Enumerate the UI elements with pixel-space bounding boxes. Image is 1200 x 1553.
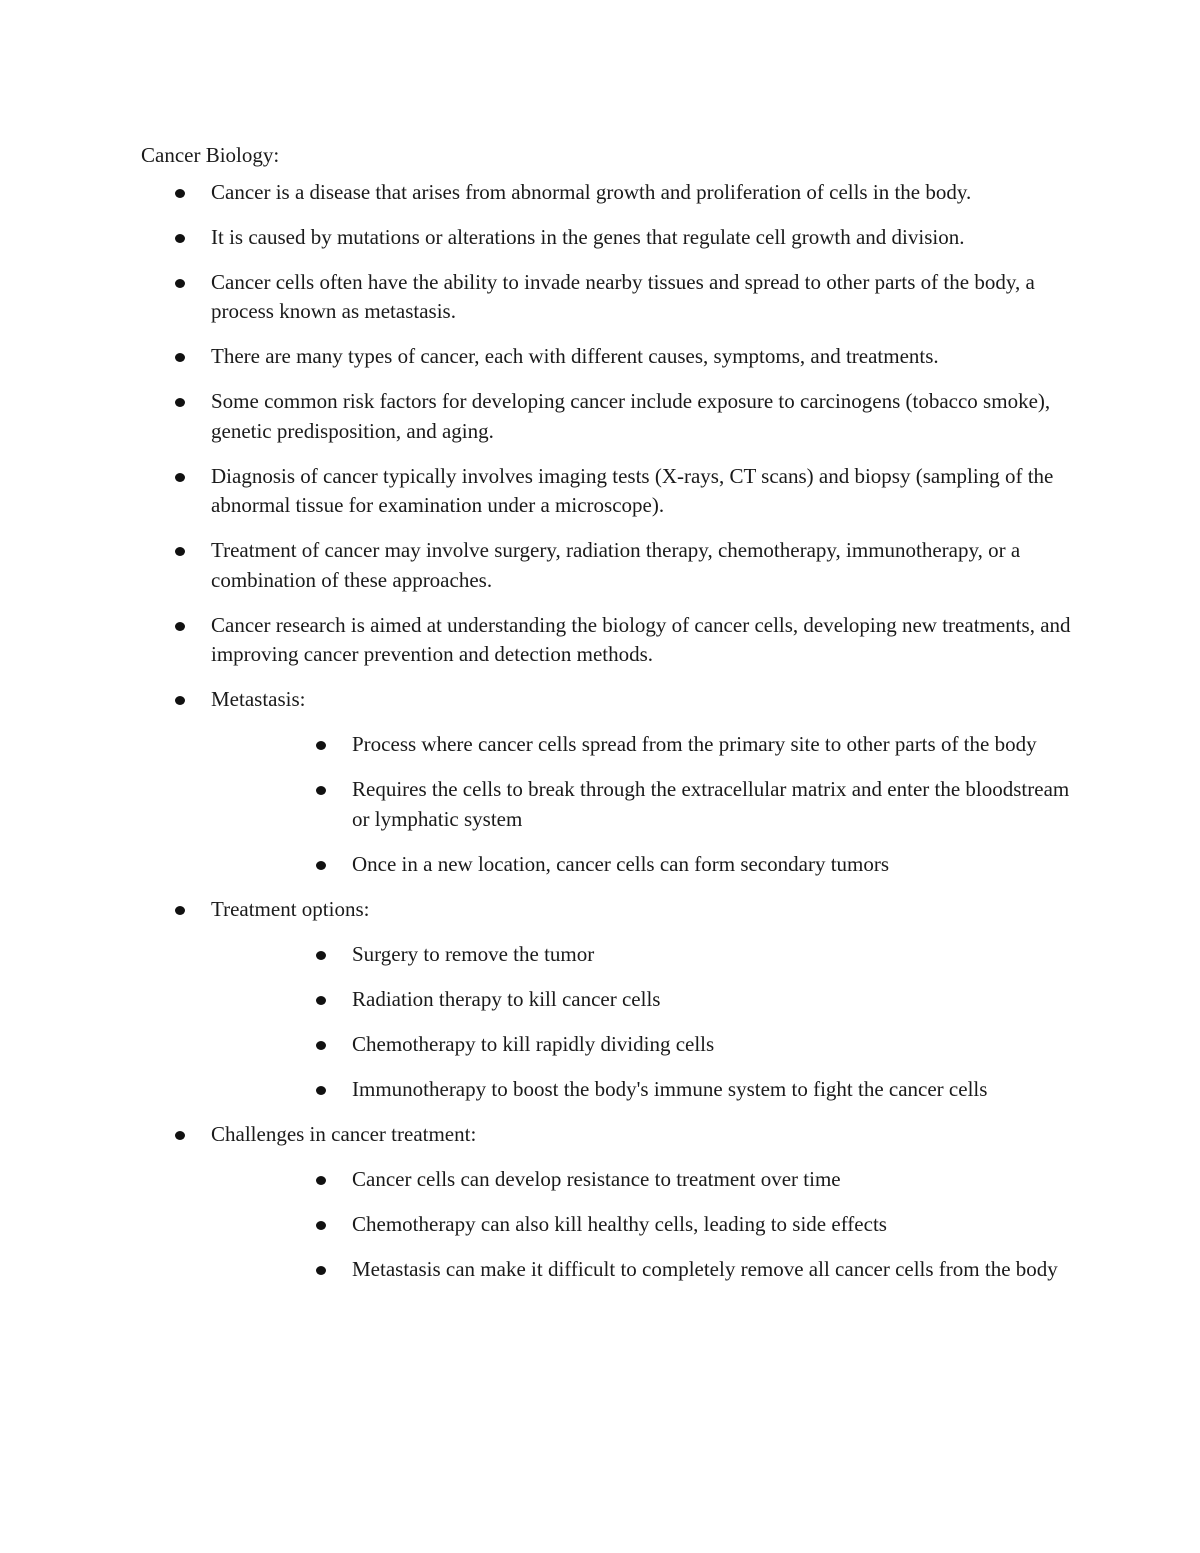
bullet-icon bbox=[175, 696, 185, 705]
list-item-text: Cancer research is aimed at understanding the biology of cancer cells, developing new treatments, and improving cancer prevention and detection methods. bbox=[211, 612, 1071, 666]
sub-list-item bbox=[211, 730, 1071, 760]
document-body bbox=[141, 141, 1071, 1300]
sub-list-item-text: Radiation therapy to kill cancer cells bbox=[352, 986, 661, 1011]
sub-bullet-list bbox=[211, 940, 1071, 1105]
bullet-icon bbox=[316, 1086, 326, 1095]
bullet-icon bbox=[316, 786, 326, 795]
sub-bullet-list bbox=[211, 1165, 1071, 1285]
list-item bbox=[141, 462, 1071, 521]
sub-list-item bbox=[211, 985, 1071, 1015]
list-item bbox=[141, 536, 1071, 595]
list-item-text: Cancer is a disease that arises from abnormal growth and proliferation of cells in the body. bbox=[211, 179, 972, 204]
bullet-icon bbox=[175, 234, 185, 243]
bullet-icon bbox=[316, 996, 326, 1005]
list-item-text: Challenges in cancer treatment: bbox=[211, 1121, 477, 1146]
bullet-icon bbox=[316, 1266, 326, 1275]
sub-list-item-text: Surgery to remove the tumor bbox=[352, 941, 595, 966]
bullet-icon bbox=[175, 353, 185, 362]
list-item bbox=[141, 1120, 1071, 1285]
list-item bbox=[141, 611, 1071, 670]
bullet-icon bbox=[316, 741, 326, 750]
bullet-icon bbox=[175, 547, 185, 556]
sub-list-item bbox=[211, 850, 1071, 880]
sub-list-item-text: Process where cancer cells spread from the primary site to other parts of the body bbox=[352, 732, 1037, 756]
sub-list-item-text: Requires the cells to break through the extracellular matrix and enter the bloodstream or lymphatic system bbox=[352, 777, 1070, 831]
bullet-icon bbox=[175, 398, 185, 407]
bullet-icon bbox=[175, 622, 185, 631]
list-item bbox=[141, 223, 1071, 253]
bullet-icon bbox=[316, 1041, 326, 1050]
bullet-list bbox=[141, 178, 1071, 1285]
bullet-icon bbox=[175, 189, 185, 198]
bullet-icon bbox=[175, 473, 185, 482]
list-item-text: Some common risk factors for developing cancer include exposure to carcinogens (tobacco smoke), genetic predisposition, and aging. bbox=[211, 389, 1051, 443]
sub-list-item-text: Cancer cells can develop resistance to treatment over time bbox=[352, 1166, 841, 1191]
list-item bbox=[141, 685, 1071, 879]
sub-list-item bbox=[211, 1075, 1071, 1105]
sub-list-item-text: Chemotherapy to kill rapidly dividing cells bbox=[352, 1031, 715, 1056]
list-item bbox=[141, 895, 1071, 1105]
bullet-icon bbox=[316, 951, 326, 960]
sub-list-item-text: Metastasis can make it difficult to completely remove all cancer cells from the body bbox=[352, 1256, 1058, 1281]
sub-list-item bbox=[211, 940, 1071, 970]
list-item-text: Treatment of cancer may involve surgery, radiation therapy, chemotherapy, immunotherapy, or a combination of these approaches. bbox=[211, 538, 1021, 592]
sub-list-item bbox=[211, 1210, 1071, 1240]
sub-list-item-text: Once in a new location, cancer cells can form secondary tumors bbox=[352, 851, 890, 876]
bullet-icon bbox=[316, 1176, 326, 1185]
list-item-text: There are many types of cancer, each with different causes, symptoms, and treatments. bbox=[211, 344, 939, 368]
list-item-text: Metastasis: bbox=[211, 687, 306, 711]
list-item-text: Treatment options: bbox=[211, 896, 370, 921]
sub-list-item bbox=[211, 775, 1071, 834]
sub-bullet-list bbox=[211, 730, 1071, 879]
bullet-icon bbox=[175, 906, 185, 915]
list-item-text: Diagnosis of cancer typically involves imaging tests (X-rays, CT scans) and biopsy (sampling of the abnormal tissue for examination under a microscope). bbox=[211, 463, 1054, 517]
sub-list-item bbox=[211, 1030, 1071, 1060]
sub-list-item-text: Chemotherapy can also kill healthy cells, leading to side effects bbox=[352, 1211, 887, 1236]
list-item-text: It is caused by mutations or alterations in the genes that regulate cell growth and division. bbox=[211, 224, 965, 249]
bullet-icon bbox=[316, 1221, 326, 1230]
bullet-icon bbox=[316, 861, 326, 870]
list-item bbox=[141, 387, 1071, 446]
list-item bbox=[141, 342, 1071, 372]
sub-list-item bbox=[211, 1255, 1071, 1285]
bullet-icon bbox=[175, 1131, 185, 1140]
list-item-text: Cancer cells often have the ability to invade nearby tissues and spread to other parts of the body, a process known as metastasis. bbox=[211, 269, 1035, 323]
list-item bbox=[141, 268, 1071, 327]
list-item bbox=[141, 178, 1071, 208]
bullet-icon bbox=[175, 279, 185, 288]
document-title: Cancer Biology: bbox=[141, 143, 280, 167]
sub-list-item-text: Immunotherapy to boost the body's immune system to fight the cancer cells bbox=[352, 1076, 988, 1101]
sub-list-item bbox=[211, 1165, 1071, 1195]
